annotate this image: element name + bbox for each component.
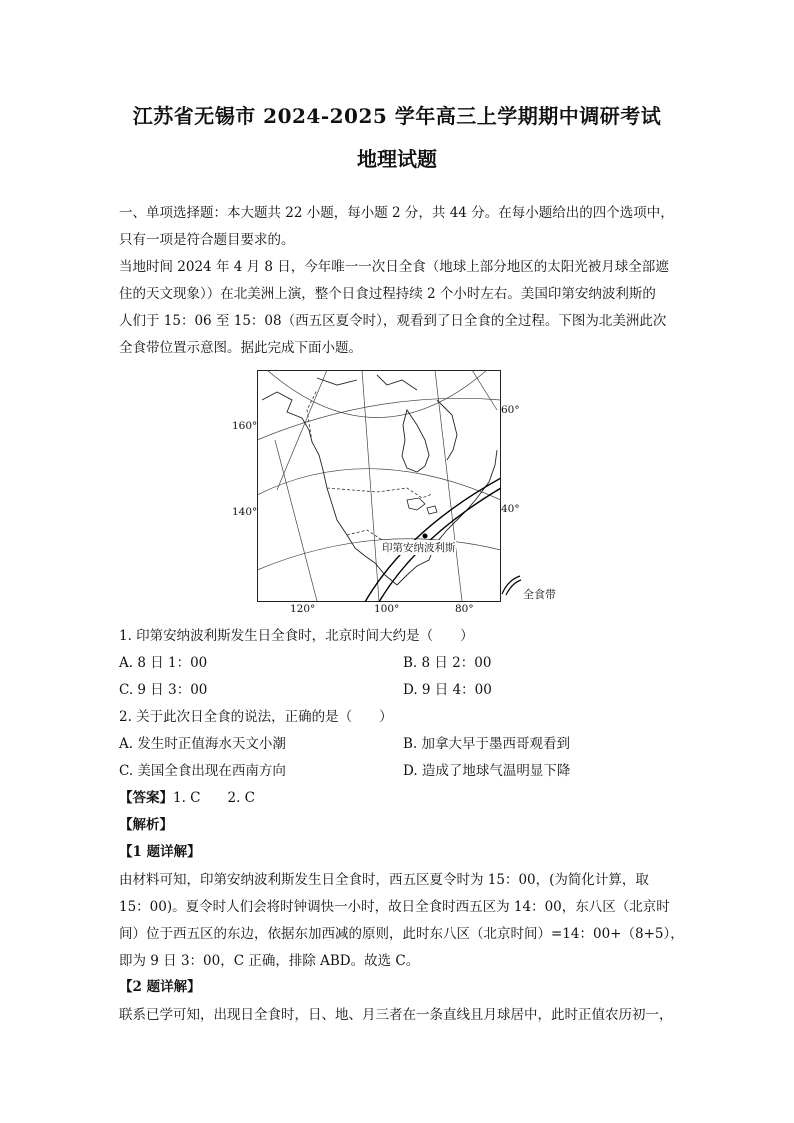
section-instruction-line: 只有一项是符合题目要求的。 <box>119 232 295 248</box>
material-line: 人们于 15：06 至 15：08（西五区夏令时），观看到了日全食的全过程。下图为北美洲此次 <box>119 313 667 329</box>
detail-1-line: 15：00)。夏令时人们会将时钟调快一小时，故日全食时西五区为 14：00，东八区（北京时 <box>119 899 670 915</box>
q1-option-c: C. 9 日 3：00 <box>119 682 208 698</box>
meridian-label-160: 160° <box>232 420 258 432</box>
detail-2-line: 联系已学可知，出现日全食时，日、地、月三者在一条直线且月球居中，此时正值农历初一， <box>119 1007 673 1023</box>
detail-1-line: 间）位于西五区的东边，依据东加西减的原则，此时东八区（北京时间）=14：00+（8+5）， <box>119 926 684 942</box>
meridian-label-140: 140° <box>232 506 258 518</box>
q2-option-d: D. 造成了地球气温明显下降 <box>403 763 571 779</box>
detail-2-label: 【2 题详解】 <box>119 979 201 995</box>
indianapolis-marker <box>423 534 428 539</box>
material-line: 当地时间 2024 年 4 月 8 日，今年唯一一次日全食（地球上部分地区的太阳光被月球全部遮 <box>119 259 669 275</box>
detail-1-label: 【1 题详解】 <box>119 844 201 860</box>
lat-label-60: 60° <box>501 404 520 416</box>
legend-label: 全食带 <box>523 588 556 601</box>
q1-option-a: A. 8 日 1：00 <box>119 655 208 671</box>
exam-subtitle: 地理试题 <box>357 147 437 171</box>
answer-label: 【答案】 <box>119 790 173 806</box>
analysis-label: 【解析】 <box>119 817 173 833</box>
lon-label-100: 100° <box>374 603 400 615</box>
material-line: 住的天文现象））在北美洲上演，整个日食过程持续 2 个小时左右。美国印第安纳波利斯的 <box>119 286 656 302</box>
lon-label-120: 120° <box>290 603 316 615</box>
q2-option-b: B. 加拿大早于墨西哥观看到 <box>403 736 571 752</box>
lon-label-80: 80° <box>455 603 474 615</box>
north-america-map <box>232 370 520 615</box>
q1-option-d: D. 9 日 4：00 <box>403 682 492 698</box>
detail-1-line: 即为 9 日 3：00，C 正确，排除 ABD。故选 C。 <box>119 953 420 969</box>
legend-band-icon <box>500 574 522 596</box>
question-1-stem: 1. 印第安纳波利斯发生日全食时，北京时间大约是（ ） <box>119 628 474 644</box>
exam-title: 江苏省无锡市 2024-2025 学年高三上学期期中调研考试 <box>132 104 662 128</box>
q2-option-a: A. 发生时正值海水天文小潮 <box>119 736 286 752</box>
detail-1-line: 由材料可知，印第安纳波利斯发生日全食时，西五区夏令时为 15：00，(为简化计算，取 <box>119 872 649 888</box>
answer-line <box>119 786 255 806</box>
q1-option-b: B. 8 日 2：00 <box>403 655 492 671</box>
section-instruction-line: 一、单项选择题：本大题共 22 小题，每小题 2 分，共 44 分。在每小题给出的四个选项中， <box>119 205 674 221</box>
lat-label-40: 40° <box>501 503 520 515</box>
q2-option-c: C. 美国全食出现在西南方向 <box>119 763 286 779</box>
city-label: 印第安纳波利斯 <box>382 542 456 554</box>
question-2-stem: 2. 关于此次日全食的说法，正确的是（ ） <box>119 709 393 725</box>
answer-text: 1. C 2. C <box>173 790 256 806</box>
map-drawing <box>257 370 501 602</box>
material-line: 全食带位置示意图。据此完成下面小题。 <box>119 340 362 356</box>
